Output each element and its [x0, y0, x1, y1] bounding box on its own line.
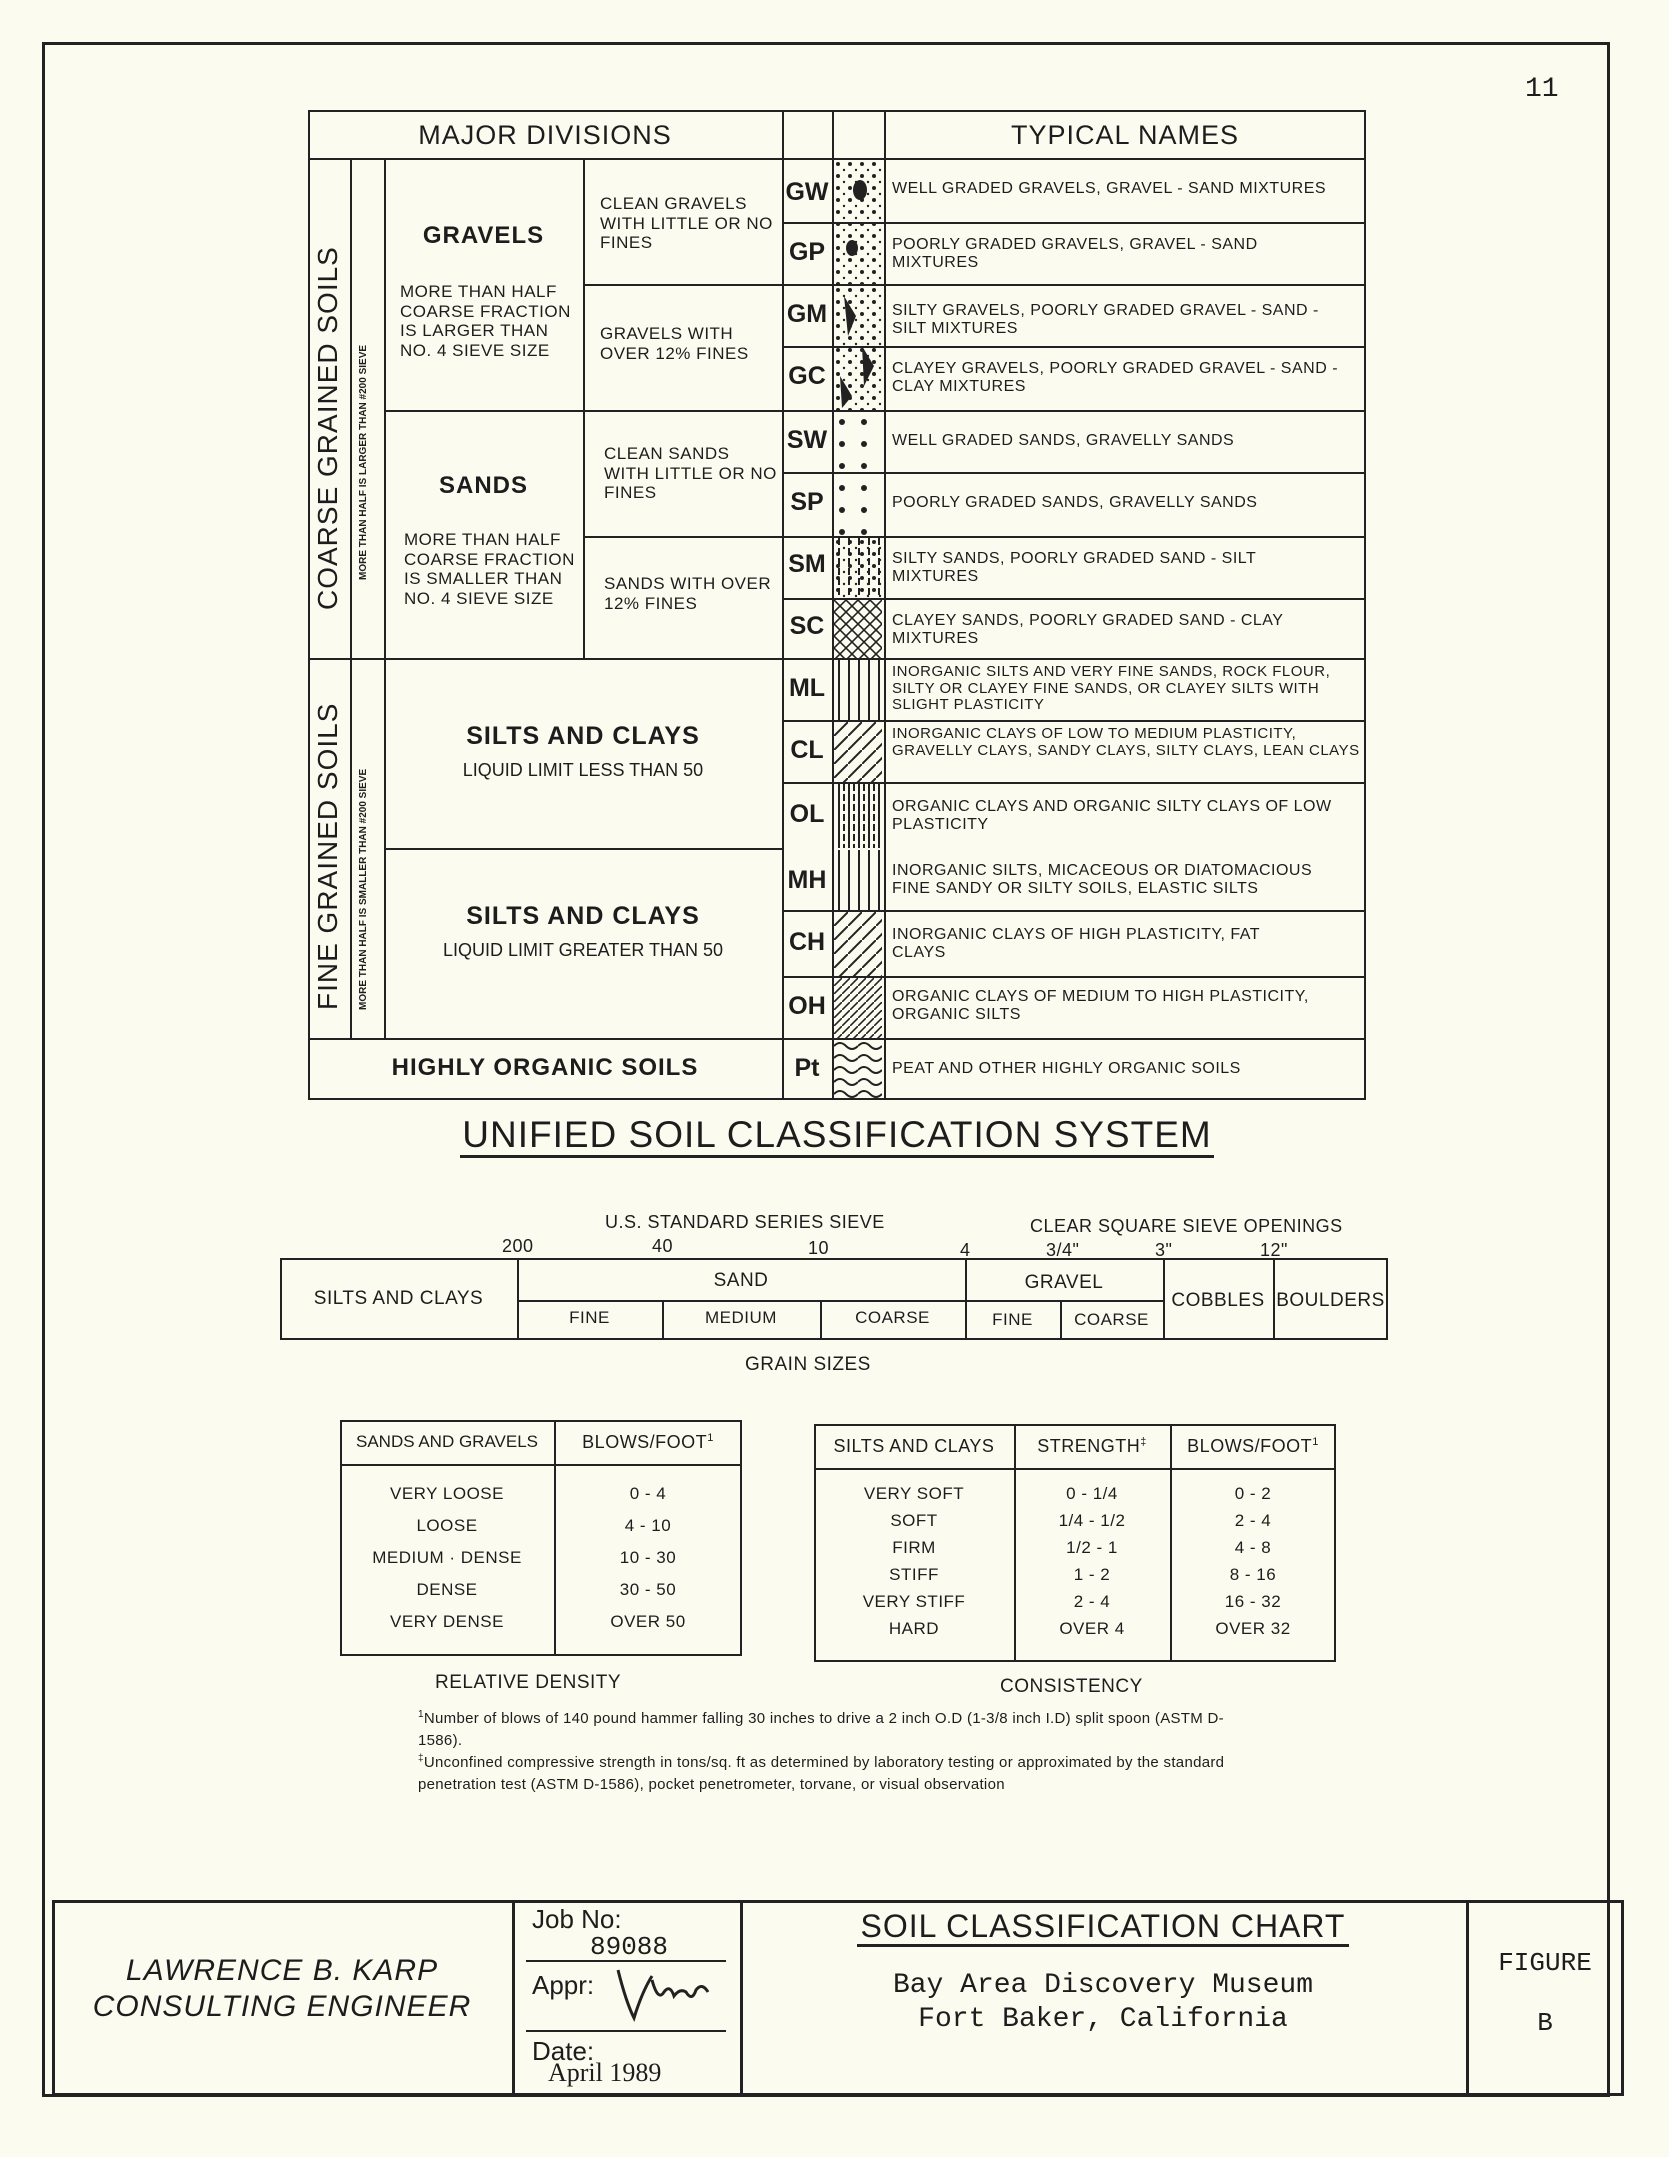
uscs-title: UNIFIED SOIL CLASSIFICATION SYSTEM — [308, 1114, 1366, 1156]
consistency-col-silts-clays: SILTS AND CLAYS — [833, 1436, 995, 1456]
date-label: Date: — [532, 2036, 595, 2066]
job-label: Job No: — [532, 1904, 622, 1934]
sieve-4: 4 — [960, 1240, 971, 1260]
sands-title: SANDS — [438, 472, 528, 499]
highly-organic-soils: HIGHLY ORGANIC SOILS — [391, 1054, 699, 1081]
name-gp: POORLY GRADED GRAVELS, GRAVEL - SAND MIXTURES — [892, 236, 1258, 271]
symbol-ol: OL — [789, 800, 825, 828]
density-col-blows: BLOWS/FOOT$^1$ — [582, 1432, 714, 1452]
date-value: April 1989 — [548, 2058, 662, 2087]
consistency-col-strength: STRENGTH‡ — [1037, 1436, 1147, 1456]
symbol-sp: SP — [790, 488, 824, 516]
sieve-label: U.S. STANDARD SERIES SIEVE — [605, 1212, 885, 1232]
project-name: Bay Area Discovery Museum — [892, 1970, 1314, 2001]
ml-pattern — [834, 660, 882, 720]
density-value: OVER 50 — [610, 1612, 686, 1631]
name-sc: CLAYEY SANDS, POORLY GRADED SAND - CLAY MIXTURES — [892, 612, 1284, 647]
coarse-grained-sublabel: MORE THAN HALF IS LARGER THAN #200 SIEVE — [358, 344, 369, 580]
symbol-gw: GW — [785, 178, 829, 206]
name-gm: SILTY GRAVELS, POORLY GRADED GRAVEL - SAND - SILT MIXTURES — [892, 302, 1319, 337]
name-ol: ORGANIC CLAYS AND ORGANIC SILTY CLAYS OF LOW PLASTICITY — [892, 798, 1332, 833]
gm-gc-pattern — [834, 286, 882, 410]
name-gc: CLAYEY GRAVELS, POORLY GRADED GRAVEL - SAND - CLAY MIXTURES — [892, 360, 1339, 395]
consistency-blow: 2 - 4 — [1234, 1511, 1272, 1530]
sand-cell: SAND — [713, 1270, 769, 1291]
gravels-desc: MORE THAN HALF COARSE FRACTION IS LARGER THAN NO. 4 SIEVE SIZE — [400, 282, 571, 360]
consistency-strength: 1/2 - 1 — [1066, 1538, 1118, 1557]
figure-id: B — [1537, 2008, 1553, 2038]
name-pt: PEAT AND OTHER HIGHLY ORGANIC SOILS — [892, 1060, 1241, 1077]
approval-signature — [612, 1962, 722, 2026]
symbol-mh: MH — [787, 866, 827, 894]
density-label: VERY DENSE — [390, 1612, 504, 1631]
opening-12: 12" — [1260, 1240, 1288, 1260]
name-sw: WELL GRADED SANDS, GRAVELLY SANDS — [892, 432, 1235, 449]
header-typical-names: TYPICAL NAMES — [1010, 120, 1240, 150]
boulders-cell: BOULDERS — [1276, 1290, 1385, 1311]
fine-grained-sublabel: MORE THAN HALF IS SMALLER THAN #200 SIEVE — [358, 768, 369, 1010]
symbol-ml: ML — [788, 674, 826, 702]
silts-clays-high-title: SILTS AND CLAYS — [466, 902, 700, 930]
sc-pattern — [834, 600, 882, 658]
coarse-grained-label: COARSE GRAINED SOILS — [312, 246, 343, 610]
sheet-title: SOIL CLASSIFICATION CHART — [740, 1908, 1466, 1945]
consistency-strength: 0 - 1/4 — [1066, 1484, 1118, 1503]
consistency-blow: 4 - 8 — [1234, 1538, 1272, 1557]
project-location: Fort Baker, California — [918, 2004, 1288, 2035]
silts-clays-low-desc: LIQUID LIMIT LESS THAN 50 — [462, 760, 704, 780]
sieve-200: 200 — [502, 1236, 534, 1256]
consistency-blow: 16 - 32 — [1224, 1592, 1282, 1611]
consistency-label: FIRM — [892, 1538, 936, 1557]
name-oh: ORGANIC CLAYS OF MEDIUM TO HIGH PLASTICITY, ORGANIC SILTS — [892, 988, 1309, 1023]
cobbles-cell: COBBLES — [1171, 1290, 1265, 1311]
gravel-coarse: COARSE — [1074, 1310, 1149, 1329]
name-cl: INORGANIC CLAYS OF LOW TO MEDIUM PLASTICITY, GRAVELLY CLAYS, SANDY CLAYS, SILTY CLAYS, LEAN CLAYS — [892, 725, 1360, 759]
sand-medium: MEDIUM — [705, 1308, 777, 1327]
name-mh: INORGANIC SILTS, MICACEOUS OR DIATOMACIOUS FINE SANDY OR SILTY SOILS, ELASTIC SILTS — [892, 862, 1313, 897]
consistency-labels — [814, 1480, 1014, 1642]
clean-gravels: CLEAN GRAVELS WITH LITTLE OR NO FINES — [600, 194, 773, 253]
company-name: LAWRENCE B. KARP — [125, 1954, 439, 1987]
page-number: 11 — [1525, 74, 1559, 105]
ch-pattern — [834, 912, 882, 976]
name-gw: WELL GRADED GRAVELS, GRAVEL - SAND MIXTURES — [892, 180, 1327, 197]
symbol-gm: GM — [786, 300, 828, 328]
consistency-blow: 0 - 2 — [1234, 1484, 1272, 1503]
symbol-sm: SM — [788, 550, 826, 578]
sw-sp-pattern — [834, 412, 882, 536]
symbol-cl: CL — [790, 736, 824, 764]
consistency-blows — [1170, 1480, 1336, 1642]
symbol-pt: Pt — [794, 1054, 820, 1082]
density-label: VERY LOOSE — [390, 1484, 504, 1503]
pt-pattern — [834, 1040, 882, 1098]
consistency-label: VERY SOFT — [863, 1484, 965, 1503]
relative-density-caption: RELATIVE DENSITY — [435, 1672, 622, 1693]
opening-34: 3/4" — [1046, 1240, 1080, 1260]
uscs-table — [308, 110, 1366, 1100]
symbol-sc: SC — [789, 612, 825, 640]
symbol-oh: OH — [788, 992, 826, 1020]
density-value: 10 - 30 — [619, 1548, 677, 1567]
density-value: 4 - 10 — [624, 1516, 672, 1535]
consistency-blow: OVER 32 — [1215, 1619, 1291, 1638]
footnote-1: $^1$Number of blows of 140 pound hammer falling 30 inches to drive a 2 inch O.D (1-3/8 inch I.D) split spoon (ASTM D-1586). — [418, 1709, 1224, 1749]
sieve-10: 10 — [808, 1238, 830, 1258]
header-major-divisions: MAJOR DIVISIONS — [418, 120, 672, 150]
cl-pattern — [834, 722, 882, 782]
symbol-gp: GP — [788, 238, 826, 266]
consistency-label: HARD — [888, 1619, 940, 1638]
footnote-2: ‡Unconfined compressive strength in tons/sq. ft as determined by laboratory testing or approximated by the standard penetration test (ASTM D-1586), pocket penetrometer, torvane, or visual observation — [418, 1753, 1225, 1793]
symbol-sw: SW — [786, 426, 828, 454]
oh-pattern — [834, 978, 882, 1038]
name-ch: INORGANIC CLAYS OF HIGH PLASTICITY, FAT CLAYS — [892, 926, 1260, 961]
density-value: 0 - 4 — [629, 1484, 667, 1503]
density-label: DENSE — [416, 1580, 478, 1599]
name-ml: INORGANIC SILTS AND VERY FINE SANDS, ROCK FLOUR, SILTY OR CLAYEY FINE SANDS, OR CLAYEY SILTS WITH SLIGHT PLASTICITY — [892, 663, 1331, 713]
density-label: LOOSE — [416, 1516, 478, 1535]
consistency-strength: 1 - 2 — [1073, 1565, 1111, 1584]
gravel-fine: FINE — [992, 1310, 1033, 1329]
name-sp: POORLY GRADED SANDS, GRAVELLY SANDS — [892, 494, 1258, 511]
symbol-gc: GC — [788, 362, 826, 390]
gravels-fines: GRAVELS WITH OVER 12% FINES — [600, 324, 749, 363]
clean-sands: CLEAN SANDS WITH LITTLE OR NO FINES — [604, 444, 777, 503]
name-sm: SILTY SANDS, POORLY GRADED SAND - SILT MIXTURES — [892, 550, 1256, 585]
sieve-40: 40 — [652, 1236, 674, 1256]
appr-label: Appr: — [532, 1970, 595, 2000]
sand-coarse: COARSE — [855, 1308, 930, 1327]
consistency-label: VERY STIFF — [862, 1592, 966, 1611]
consistency-strength: OVER 4 — [1059, 1619, 1125, 1638]
grain-sizes-caption: GRAIN SIZES — [745, 1354, 871, 1375]
sands-fines: SANDS WITH OVER 12% FINES — [604, 574, 772, 613]
opening-label: CLEAR SQUARE SIEVE OPENINGS — [1030, 1216, 1343, 1236]
company-subtitle: CONSULTING ENGINEER — [92, 1990, 472, 2023]
gravel-cell: GRAVEL — [1024, 1272, 1104, 1293]
consistency-strengths — [1014, 1480, 1170, 1642]
gravels-title: GRAVELS — [422, 222, 545, 249]
consistency-col-blows: BLOWS/FOOT$^1$ — [1187, 1436, 1319, 1456]
density-values — [554, 1478, 742, 1638]
consistency-strength: 1/4 - 1/2 — [1058, 1511, 1126, 1530]
sand-fine: FINE — [569, 1308, 610, 1327]
consistency-caption: CONSISTENCY — [1000, 1676, 1143, 1697]
job-number: 89088 — [590, 1932, 669, 1962]
consistency-blow: 8 - 16 — [1229, 1565, 1277, 1584]
sands-desc: MORE THAN HALF COARSE FRACTION IS SMALLER THAN NO. 4 SIEVE SIZE — [404, 530, 575, 608]
consistency-strength: 2 - 4 — [1073, 1592, 1111, 1611]
figure-label: FIGURE — [1498, 1948, 1592, 1978]
silts-clays-high-desc: LIQUID LIMIT GREATER THAN 50 — [442, 940, 724, 960]
density-col-sands-gravels: SANDS AND GRAVELS — [355, 1432, 539, 1451]
fine-grained-label: FINE GRAINED SOILS — [312, 702, 343, 1010]
symbol-ch: CH — [788, 928, 826, 956]
density-labels — [340, 1478, 554, 1638]
density-value: 30 - 50 — [619, 1580, 677, 1599]
density-label: MEDIUM · DENSE — [372, 1548, 522, 1567]
consistency-label: STIFF — [889, 1565, 939, 1584]
silts-and-clays-cell: SILTS AND CLAYS — [313, 1288, 484, 1309]
consistency-label: SOFT — [890, 1511, 938, 1530]
gw-pattern — [834, 160, 882, 284]
silts-clays-low-title: SILTS AND CLAYS — [466, 722, 700, 750]
ol-pattern — [834, 784, 882, 848]
mh-pattern — [834, 850, 882, 910]
sm-pattern — [834, 538, 882, 598]
opening-3: 3" — [1155, 1240, 1173, 1260]
